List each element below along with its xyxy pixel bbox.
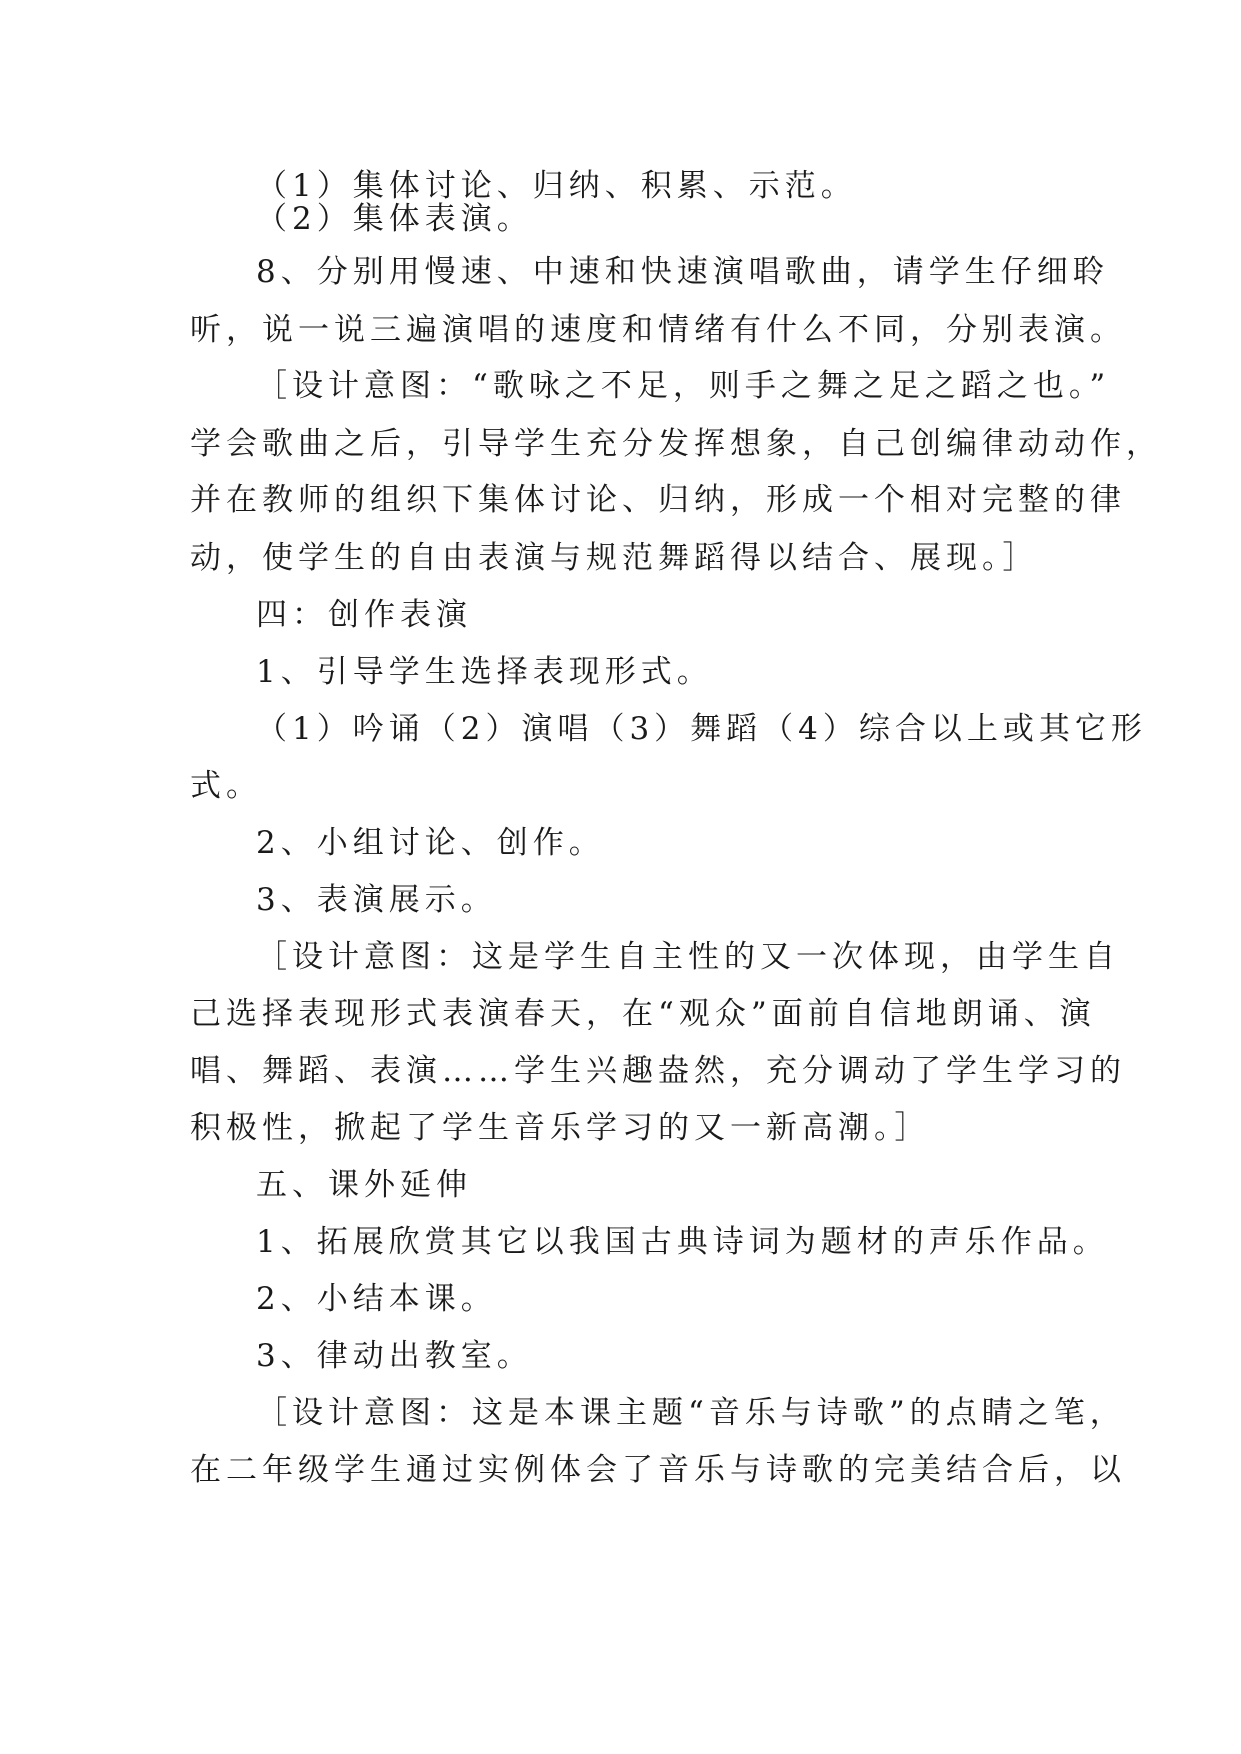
text-line: 3、表演展示。: [256, 882, 497, 918]
text-line: 2、小结本课。: [256, 1281, 497, 1317]
text-line: 己选择表现形式表演春天，在“观众”面前自信地朗诵、演: [190, 996, 1096, 1032]
text-line: ［设计意图：“歌咏之不足，则手之舞之足之蹈之也。”: [256, 368, 1111, 404]
text-line: （1）集体讨论、归纳、积累、示范。: [256, 168, 857, 204]
text-line: ［设计意图：这是学生自主性的又一次体现，由学生自: [256, 939, 1120, 975]
text-line: 式。: [190, 768, 262, 804]
text-line: 学会歌曲之后，引导学生充分发挥想象，自己创编律动动作，: [190, 426, 1162, 462]
text-line: 在二年级学生通过实例体会了音乐与诗歌的完美结合后，以: [190, 1452, 1126, 1488]
section-heading: 五、课外延伸: [256, 1167, 472, 1203]
text-line: 1、引导学生选择表现形式。: [256, 654, 713, 690]
text-line: 并在教师的组织下集体讨论、归纳，形成一个相对完整的律: [190, 482, 1126, 518]
text-line: 3、律动出教室。: [256, 1338, 533, 1374]
text-line: 积极性，掀起了学生音乐学习的又一新高潮。］: [190, 1110, 931, 1146]
section-heading: 四：创作表演: [256, 597, 472, 633]
text-line: （2）集体表演。: [256, 201, 533, 237]
text-line: 1、拓展欣赏其它以我国古典诗词为题材的声乐作品。: [256, 1224, 1109, 1260]
text-line: （1）吟诵（2）演唱（3）舞蹈（4）综合以上或其它形: [256, 711, 1147, 747]
text-line: 动，使学生的自由表演与规范舞蹈得以结合、展现。］: [190, 540, 1039, 576]
text-line: 听，说一说三遍演唱的速度和情绪有什么不同，分别表演。: [190, 312, 1126, 348]
text-line: ［设计意图：这是本课主题“音乐与诗歌”的点睛之笔，: [256, 1395, 1126, 1431]
text-line: 8、分别用慢速、中速和快速演唱歌曲，请学生仔细聆: [256, 254, 1109, 290]
text-line: 2、小组讨论、创作。: [256, 825, 605, 861]
text-line: 唱、舞蹈、表演……学生兴趣盎然，充分调动了学生学习的: [190, 1053, 1126, 1089]
